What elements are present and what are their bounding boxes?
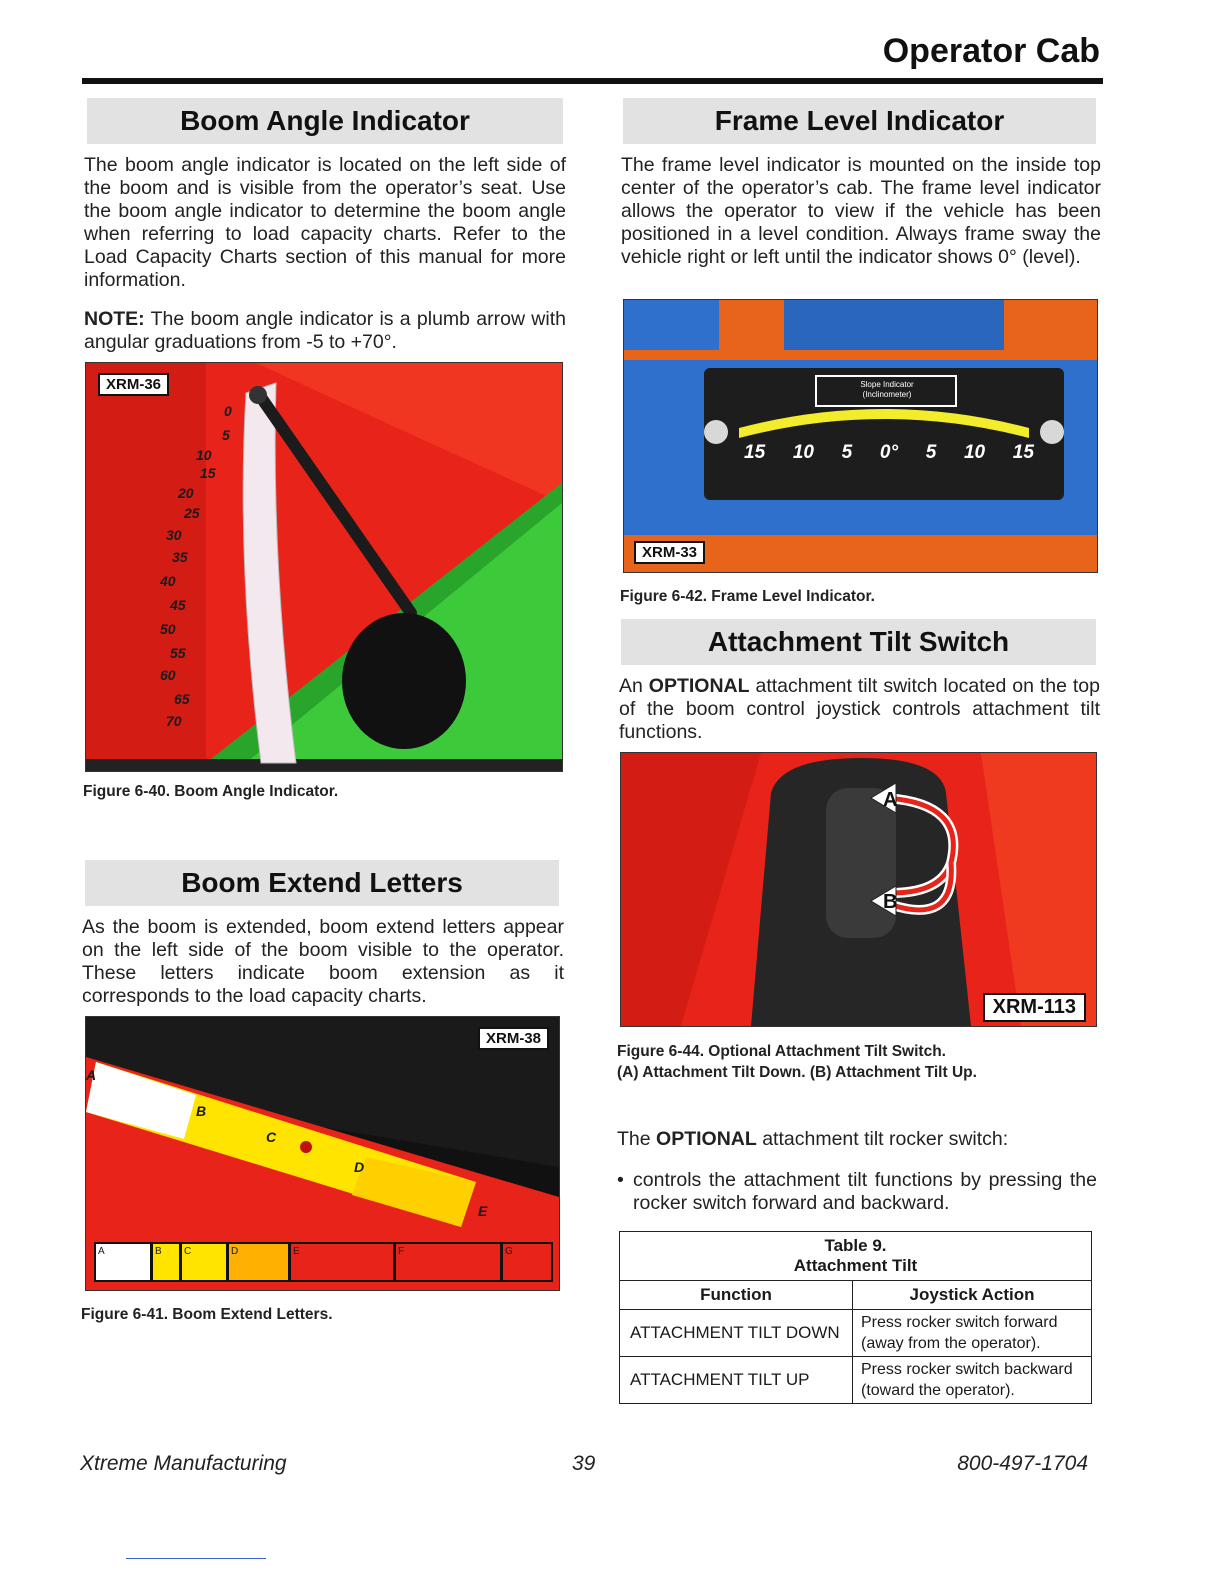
- gauge-mark: 15: [744, 442, 766, 463]
- note-label: NOTE:: [84, 308, 145, 330]
- header-rule: [82, 78, 1103, 84]
- boom-letter: D: [354, 1159, 365, 1175]
- gauge-mark: 5: [925, 442, 937, 463]
- table-row: [620, 1357, 1092, 1404]
- strip-letter: F: [396, 1244, 503, 1280]
- figure-6-44-caption-line1: Figure 6-44. Optional Attachment Tilt Switch.: [617, 1043, 946, 1060]
- boom-extend-paragraph: As the boom is extended, boom extend letters appear on the left side of the boom visible to the operator. These letters indicate boom extension as it corresponds to the load capacity charts.: [82, 916, 564, 1007]
- figure-6-41-caption: Figure 6-41. Boom Extend Letters.: [81, 1306, 333, 1323]
- boom-letter: A: [86, 1067, 97, 1083]
- scale-mark: 40: [160, 573, 176, 589]
- table-header-function: Function: [620, 1281, 853, 1310]
- table-title: [620, 1232, 1092, 1281]
- gauge-mark: 10: [963, 442, 986, 463]
- label-b: B: [883, 891, 898, 913]
- strip-letter: B: [153, 1244, 182, 1280]
- scale-mark: 60: [160, 667, 176, 683]
- gauge-mark: 0°: [879, 442, 899, 463]
- scale-mark: 0: [224, 403, 232, 419]
- boom-extend-photo: [85, 1016, 560, 1291]
- frame-level-illustration: [624, 300, 1097, 572]
- boom-letter: B: [196, 1103, 207, 1119]
- frame-level-photo: [623, 299, 1098, 573]
- scale-mark: 50: [160, 621, 176, 637]
- bullet-dot: •: [617, 1169, 624, 1191]
- footer-phone: 800-497-1704: [957, 1452, 1088, 1475]
- attachment-tilt-paragraph-post: attachment tilt switch located on the top of the boom control joystick controls attachment tilt functions.: [619, 675, 1101, 743]
- boom-angle-photo-tag: XRM-36: [98, 373, 169, 396]
- scale-mark: 15: [200, 465, 216, 481]
- footer-link-underline: [126, 1558, 266, 1559]
- attachment-tilt-photo: [620, 752, 1097, 1027]
- scale-mark: 30: [166, 527, 182, 543]
- table-cell-action-line1: Press rocker switch forward: [861, 1314, 1058, 1331]
- gauge-mark: 15: [1012, 442, 1034, 463]
- table-cell-action: [853, 1357, 1092, 1404]
- attachment-tilt-illustration: [621, 753, 1096, 1026]
- boom-angle-note: [84, 308, 566, 354]
- boom-angle-illustration: [86, 363, 562, 771]
- gauge-scale: [744, 442, 1034, 464]
- table-cell-action-line2: (away from the operator).: [861, 1335, 1041, 1352]
- page-header-title: Operator Cab: [882, 32, 1100, 70]
- strip-letter: C: [182, 1244, 229, 1280]
- rocker-intro-pre: The: [617, 1128, 657, 1150]
- scale-mark: 45: [170, 597, 186, 613]
- table-cell-function: ATTACHMENT TILT UP: [620, 1357, 853, 1404]
- label-a: A: [883, 789, 898, 811]
- boom-letter: C: [266, 1129, 277, 1145]
- footer-page-number: 39: [572, 1452, 596, 1475]
- note-text: The boom angle indicator is a plumb arrow with angular graduations from -5 to +70°.: [84, 308, 566, 353]
- gauge-mark: 5: [841, 442, 853, 463]
- table-cell-action-line2: (toward the operator).: [861, 1382, 1015, 1399]
- boom-extend-heading: Boom Extend Letters: [85, 860, 559, 906]
- scale-mark: 5: [222, 427, 230, 443]
- gauge-title-line1: Slope Indicator: [860, 380, 914, 389]
- scale-mark: 65: [174, 691, 190, 707]
- gauge-title-line2: (Inclinometer): [862, 390, 912, 399]
- boom-angle-paragraph: The boom angle indicator is located on the left side of the boom and is visible from the operator’s seat. Use the boom angle indicator to determine the boom angle when referring to load capacity charts. Refer to the Load Capacity Charts section of this manual for more information.: [84, 154, 566, 291]
- table-header-action: Joystick Action: [853, 1281, 1092, 1310]
- rocker-intro-post: attachment tilt rocker switch:: [756, 1128, 1009, 1150]
- scale-mark: 20: [178, 485, 194, 501]
- boom-angle-photo: [85, 362, 563, 772]
- rocker-bullet-item: [617, 1169, 1097, 1215]
- attachment-tilt-table: [619, 1231, 1092, 1404]
- attachment-tilt-photo-tag: XRM-113: [983, 993, 1086, 1022]
- strip-letter: G: [503, 1244, 551, 1280]
- scale-mark: 35: [172, 549, 188, 565]
- frame-level-heading: Frame Level Indicator: [623, 98, 1096, 144]
- strip-letter: E: [291, 1244, 396, 1280]
- figure-6-42-caption: Figure 6-42. Frame Level Indicator.: [620, 588, 875, 605]
- boom-letter: E: [478, 1203, 488, 1219]
- table-title-line2: Attachment Tilt: [793, 1256, 918, 1275]
- attachment-tilt-paragraph: [619, 675, 1100, 744]
- frame-level-paragraph: The frame level indicator is mounted on the inside top center of the operator’s cab. The frame level indicator allows the operator to view if the vehicle has been positioned in a level condition. Always frame sway the vehicle right or left until the indicator shows 0° (level).: [621, 154, 1101, 268]
- figure-6-44-caption: [617, 1041, 977, 1083]
- boom-extend-photo-tag: XRM-38: [478, 1027, 549, 1050]
- scale-mark: 10: [196, 447, 212, 463]
- footer-company: Xtreme Manufacturing: [80, 1452, 287, 1475]
- rocker-intro-optional: OPTIONAL: [656, 1128, 757, 1150]
- gauge-title: [822, 380, 952, 400]
- boom-angle-heading: Boom Angle Indicator: [87, 98, 563, 144]
- scale-mark: 70: [166, 713, 182, 729]
- attachment-tilt-optional: OPTIONAL: [648, 675, 750, 697]
- rocker-intro: [617, 1128, 1097, 1151]
- table-title-line1: Table 9.: [824, 1236, 887, 1255]
- strip-letter: D: [229, 1244, 291, 1280]
- table-cell-action-line1: Press rocker switch backward: [861, 1361, 1073, 1378]
- boom-angle-scale: [160, 403, 246, 763]
- frame-level-photo-tag: XRM-33: [634, 541, 705, 564]
- strip-letter: A: [96, 1244, 153, 1280]
- rocker-bullet-text: controls the attachment tilt functions by pressing the rocker switch forward and backward.: [633, 1169, 1097, 1214]
- figure-6-40-caption: Figure 6-40. Boom Angle Indicator.: [83, 783, 339, 800]
- boom-extend-strip: [94, 1242, 553, 1282]
- gauge-mark: 10: [792, 442, 814, 463]
- attachment-tilt-heading: Attachment Tilt Switch: [621, 619, 1096, 665]
- table-cell-action: [853, 1310, 1092, 1357]
- figure-6-44-caption-line2: (A) Attachment Tilt Down. (B) Attachment Tilt Up.: [617, 1064, 977, 1081]
- table-cell-function: ATTACHMENT TILT DOWN: [620, 1310, 853, 1357]
- table-row: [620, 1310, 1092, 1357]
- scale-mark: 25: [184, 505, 200, 521]
- scale-mark: 55: [170, 645, 186, 661]
- attachment-tilt-paragraph-pre: An: [619, 675, 649, 697]
